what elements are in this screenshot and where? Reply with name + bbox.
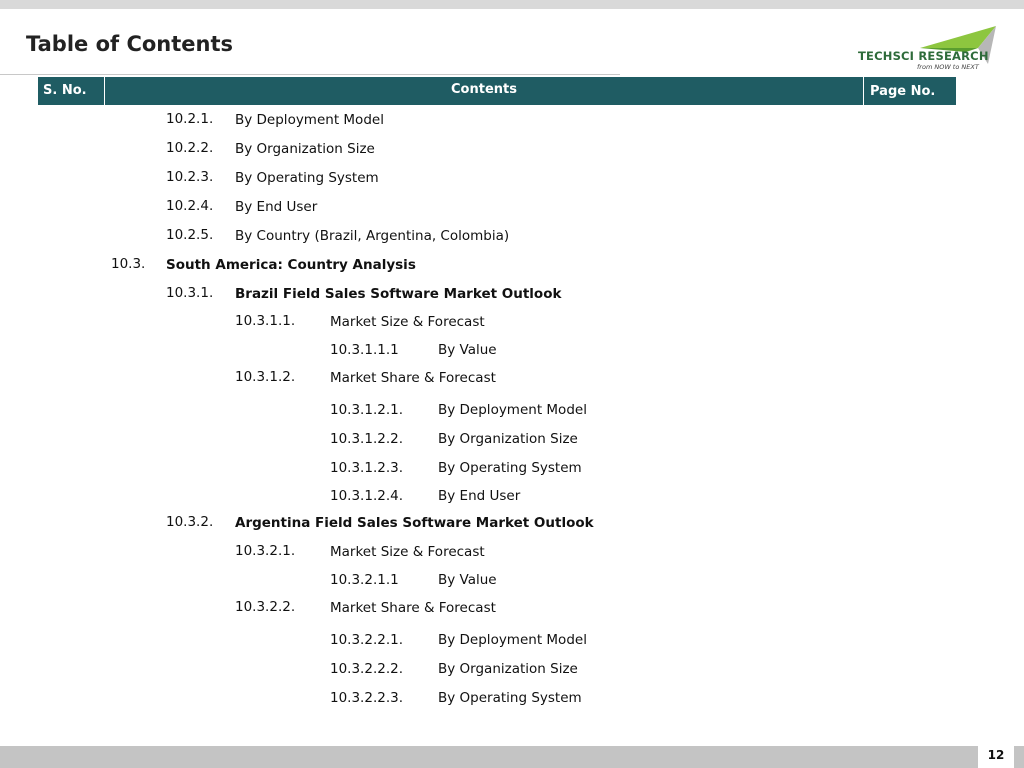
toc-section-title: Market Size & Forecast [330, 314, 485, 330]
toc-section-title: By End User [438, 488, 521, 504]
toc-section-number: 10.3.2.2.1. [330, 632, 403, 648]
toc-row [0, 658, 1024, 678]
toc-row [0, 198, 1024, 218]
toc-section-title: By Country (Brazil, Argentina, Colombia) [235, 228, 510, 244]
toc-section-title: Market Share & Forecast [330, 600, 496, 616]
toc-section-number: 10.3.1. [166, 285, 214, 301]
toc-section-title: By Organization Size [438, 431, 578, 447]
toc-section-title: By Operating System [438, 460, 582, 476]
toc-row [0, 227, 1024, 247]
toc-section-number: 10.3.2.2.2. [330, 661, 403, 677]
toc-section-title: Market Size & Forecast [330, 544, 485, 560]
toc-section-number: 10.3.2.1.1 [330, 572, 399, 588]
footer-bar [0, 746, 1024, 768]
toc-section-title: By End User [235, 199, 318, 215]
header-sno: S. No. [38, 77, 104, 105]
toc-section-title: Brazil Field Sales Software Market Outlook [235, 286, 562, 302]
toc-row [0, 687, 1024, 707]
toc-row [0, 428, 1024, 448]
toc-row [0, 569, 1024, 589]
toc-section-title: Market Share & Forecast [330, 370, 496, 386]
toc-section-title: By Deployment Model [438, 632, 587, 648]
header-page-no: Page No. [864, 77, 956, 105]
techsci-logo [858, 26, 1000, 74]
toc-section-title: By Value [438, 342, 497, 358]
toc-row [0, 169, 1024, 189]
toc-section-title: By Deployment Model [235, 112, 384, 128]
toc-section-title: South America: Country Analysis [166, 257, 416, 273]
toc-section-number: 10.2.4. [166, 198, 214, 214]
logo-tagline: from NOW to NEXT [917, 63, 979, 71]
toc-row [0, 457, 1024, 477]
toc-section-title: Argentina Field Sales Software Market Outlook [235, 515, 594, 531]
toc-section-number: 10.2.3. [166, 169, 214, 185]
toc-row [0, 285, 1024, 305]
toc-section-number: 10.2.5. [166, 227, 214, 243]
toc-row [0, 543, 1024, 563]
toc-row [0, 369, 1024, 389]
toc-row [0, 140, 1024, 160]
toc-row [0, 399, 1024, 419]
title-divider [0, 74, 620, 75]
toc-row [0, 629, 1024, 649]
toc-section-number: 10.3.2.2.3. [330, 690, 403, 706]
toc-section-number: 10.3.1.2.1. [330, 402, 403, 418]
toc-section-title: By Value [438, 572, 497, 588]
page-number: 12 [978, 742, 1014, 768]
toc-row [0, 514, 1024, 534]
toc-section-number: 10.3.2.1. [235, 543, 296, 559]
toc-row [0, 313, 1024, 333]
toc-row [0, 339, 1024, 359]
toc-section-number: 10.3.1.1.1 [330, 342, 399, 358]
toc-section-number: 10.3.1.2.4. [330, 488, 403, 504]
table-header [38, 77, 956, 105]
toc-section-number: 10.3.1.2.3. [330, 460, 403, 476]
toc-section-number: 10.3.1.2. [235, 369, 296, 385]
toc-section-title: By Organization Size [438, 661, 578, 677]
header-contents: Contents [105, 77, 863, 105]
toc-section-number: 10.2.1. [166, 111, 214, 127]
toc-section-number: 10.3. [111, 256, 146, 272]
toc-row [0, 485, 1024, 505]
toc-section-number: 10.3.1.2.2. [330, 431, 403, 447]
toc-row [0, 599, 1024, 619]
toc-section-title: By Organization Size [235, 141, 375, 157]
toc-section-number: 10.3.1.1. [235, 313, 296, 329]
toc-section-title: By Operating System [438, 690, 582, 706]
toc-section-number: 10.2.2. [166, 140, 214, 156]
logo-brand-text: TECHSCI RESEARCH [858, 49, 989, 63]
toc-section-number: 10.3.2.2. [235, 599, 296, 615]
top-strip [0, 0, 1024, 9]
toc-section-number: 10.3.2. [166, 514, 214, 530]
toc-row [0, 111, 1024, 131]
page-title: Table of Contents [26, 32, 234, 56]
toc-section-title: By Operating System [235, 170, 379, 186]
toc-row [0, 256, 1024, 276]
toc-section-title: By Deployment Model [438, 402, 587, 418]
